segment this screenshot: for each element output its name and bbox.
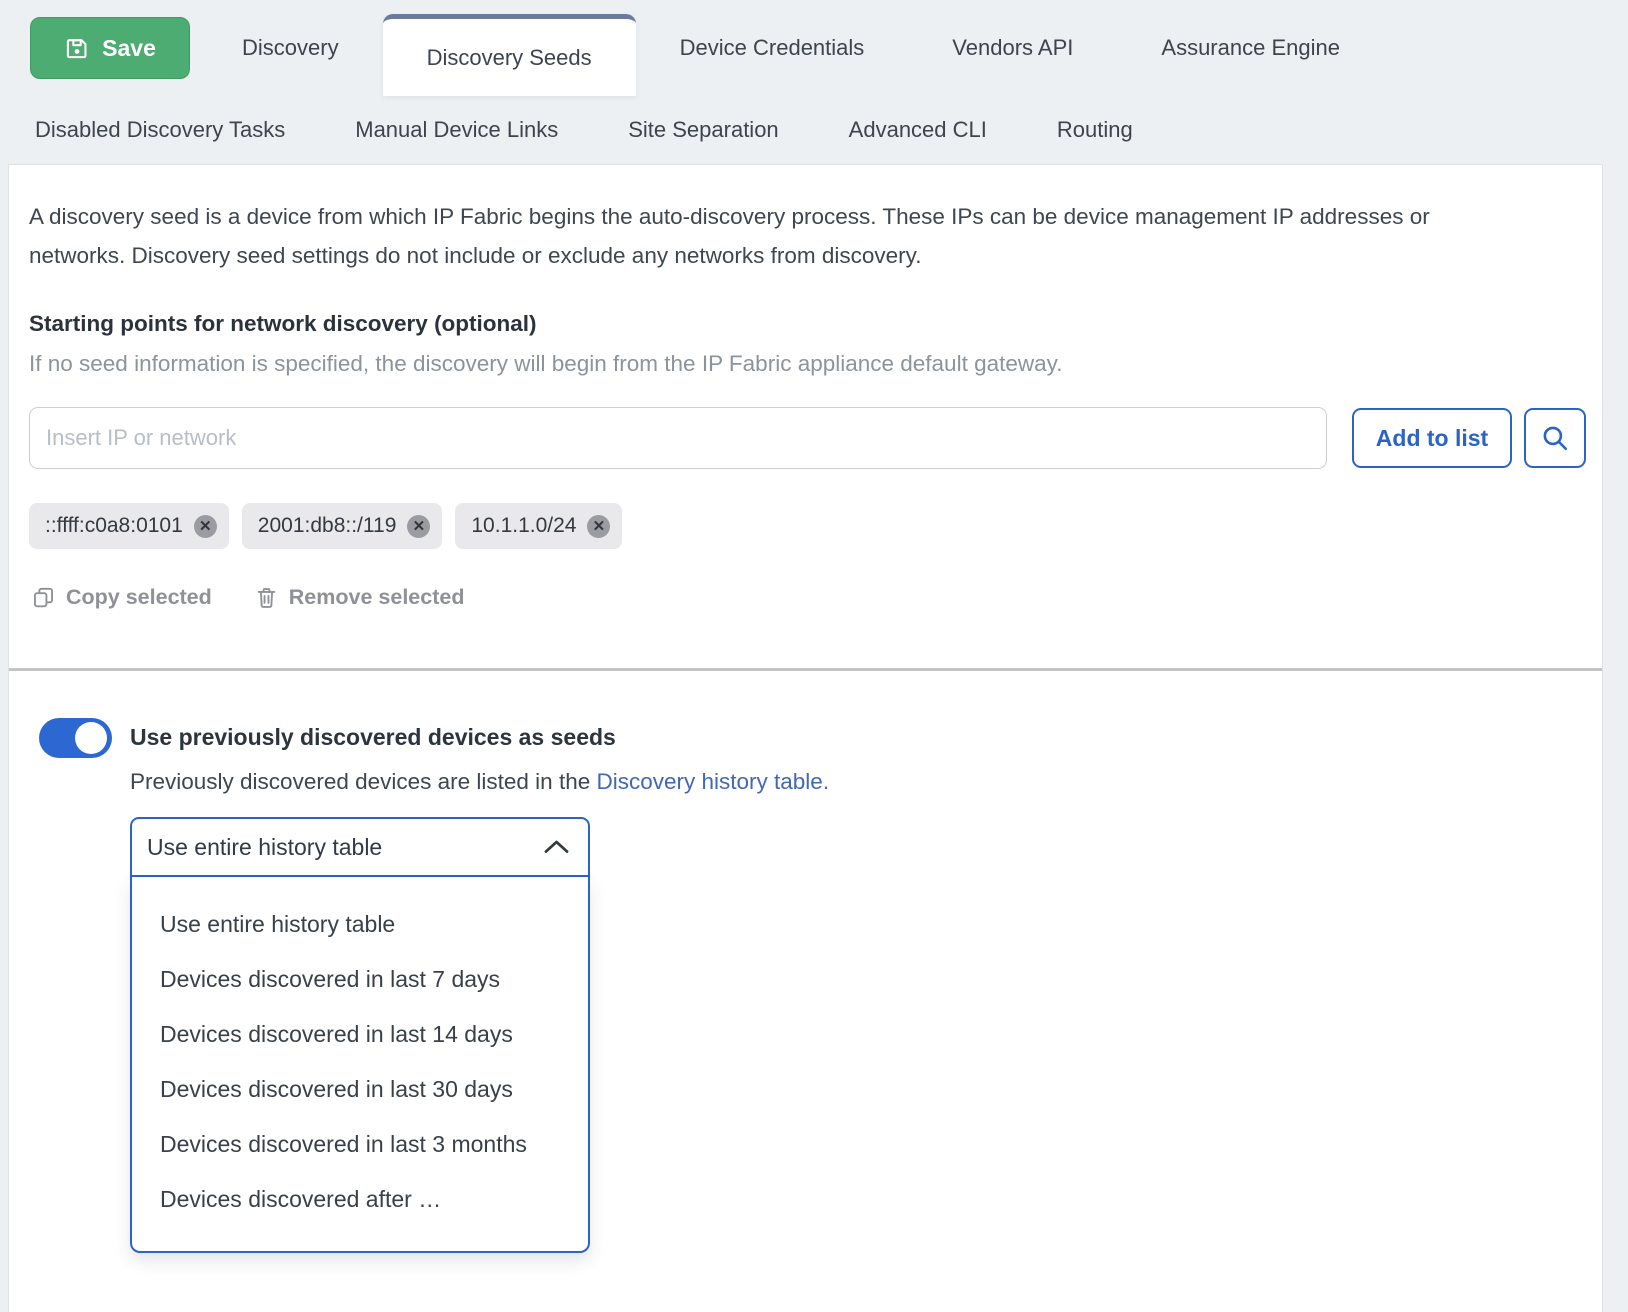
seed-tag[interactable] xyxy=(455,503,622,549)
menu-option[interactable] xyxy=(132,1117,588,1172)
save-button[interactable] xyxy=(30,17,190,79)
tab-label: Discovery xyxy=(242,35,339,60)
previous-devices-toggle[interactable] xyxy=(39,718,112,758)
chevron-up-icon xyxy=(543,838,570,856)
tab[interactable] xyxy=(636,0,909,96)
copy-selected-label: Copy selected xyxy=(66,585,212,609)
bulk-actions-row xyxy=(31,585,1602,610)
tab-label: Discovery Seeds xyxy=(426,44,592,70)
tabs-row-2 xyxy=(0,96,1628,164)
description-text: Previously discovered devices are listed in the xyxy=(130,769,597,794)
tab-label: Routing xyxy=(1056,117,1133,142)
ip-network-input[interactable] xyxy=(29,407,1327,469)
remove-tag-icon[interactable]: ✕ xyxy=(587,515,610,538)
tab-label: Device Credentials xyxy=(679,35,865,60)
previous-devices-body xyxy=(130,717,829,1253)
discovery-history-link[interactable]: Discovery history table. xyxy=(596,769,830,794)
toggle-knob xyxy=(75,722,107,754)
remove-selected-label: Remove selected xyxy=(288,585,465,609)
history-select[interactable] xyxy=(130,817,590,877)
menu-option-label: Devices discovered in last 30 days xyxy=(160,1076,513,1102)
tab-label: Disabled Discovery Tasks xyxy=(35,117,286,142)
tab[interactable] xyxy=(0,96,320,164)
seed-tag[interactable] xyxy=(242,503,443,549)
tab[interactable] xyxy=(320,96,593,164)
save-icon xyxy=(64,35,90,61)
menu-option[interactable] xyxy=(132,952,588,1007)
section-divider xyxy=(9,668,1602,671)
discovery-seeds-panel xyxy=(8,164,1603,1312)
previous-devices-section xyxy=(39,717,1602,1253)
tab[interactable] xyxy=(383,14,636,96)
copy-selected-button[interactable] xyxy=(31,585,212,610)
save-button-label: Save xyxy=(102,34,156,61)
tab-label: Advanced CLI xyxy=(848,117,987,142)
remove-tag-icon[interactable]: ✕ xyxy=(407,515,430,538)
add-to-list-button[interactable] xyxy=(1352,408,1512,468)
menu-option-label: Devices discovered after … xyxy=(160,1186,442,1212)
history-select-value: Use entire history table xyxy=(147,833,383,860)
tab-label: Assurance Engine xyxy=(1161,35,1340,60)
starting-points-hint: If no seed information is specified, the discovery will begin from the IP Fabric appliance default gateway. xyxy=(29,351,1063,376)
seed-tag-value: ::ffff:c0a8:0101 xyxy=(45,514,183,537)
menu-option-label: Devices discovered in last 3 months xyxy=(160,1131,527,1157)
tab-label: Vendors API xyxy=(952,35,1074,60)
copy-icon xyxy=(31,585,56,610)
remove-tag-icon[interactable]: ✕ xyxy=(194,515,217,538)
seed-input-row xyxy=(29,407,1602,469)
seed-tags-row xyxy=(29,503,1602,549)
menu-option[interactable] xyxy=(132,1172,588,1227)
history-select-wrap xyxy=(130,817,590,1253)
tab[interactable] xyxy=(814,96,1022,164)
tab[interactable] xyxy=(1022,96,1168,164)
menu-option-label: Devices discovered in last 7 days xyxy=(160,966,501,992)
seed-tag[interactable] xyxy=(29,503,229,549)
remove-selected-button[interactable] xyxy=(254,585,465,610)
tab-label: Site Separation xyxy=(628,117,779,142)
menu-option[interactable] xyxy=(132,897,588,952)
history-select-menu xyxy=(130,877,590,1253)
tab[interactable] xyxy=(1117,0,1384,96)
tab[interactable] xyxy=(908,0,1117,96)
starting-points-heading: Starting points for network discovery (optional) xyxy=(29,311,537,336)
settings-tabbar xyxy=(0,0,1628,164)
tab[interactable] xyxy=(198,0,383,96)
previous-devices-description xyxy=(130,769,829,795)
seed-tag-value: 2001:db8::/119 xyxy=(257,514,397,537)
search-button[interactable] xyxy=(1524,408,1586,468)
intro-text: A discovery seed is a device from which IP Fabric begins the auto-discovery process. These IPs can be device management IP addresses or networks. Discovery seed settings do not include or exclude any networks from discovery. xyxy=(29,204,1430,268)
seed-tag-value: 10.1.1.0/24 xyxy=(471,514,577,537)
menu-option[interactable] xyxy=(132,1007,588,1062)
tabs-row-1 xyxy=(0,0,1628,96)
trash-icon xyxy=(254,585,279,610)
tab[interactable] xyxy=(593,96,813,164)
add-to-list-label: Add to list xyxy=(1375,424,1489,451)
menu-option[interactable] xyxy=(132,1062,588,1117)
search-icon xyxy=(1540,423,1570,453)
menu-option-label: Devices discovered in last 14 days xyxy=(160,1021,513,1047)
menu-option-label: Use entire history table xyxy=(160,911,396,937)
previous-devices-label: Use previously discovered devices as seeds xyxy=(130,724,616,750)
tab-label: Manual Device Links xyxy=(355,117,559,142)
